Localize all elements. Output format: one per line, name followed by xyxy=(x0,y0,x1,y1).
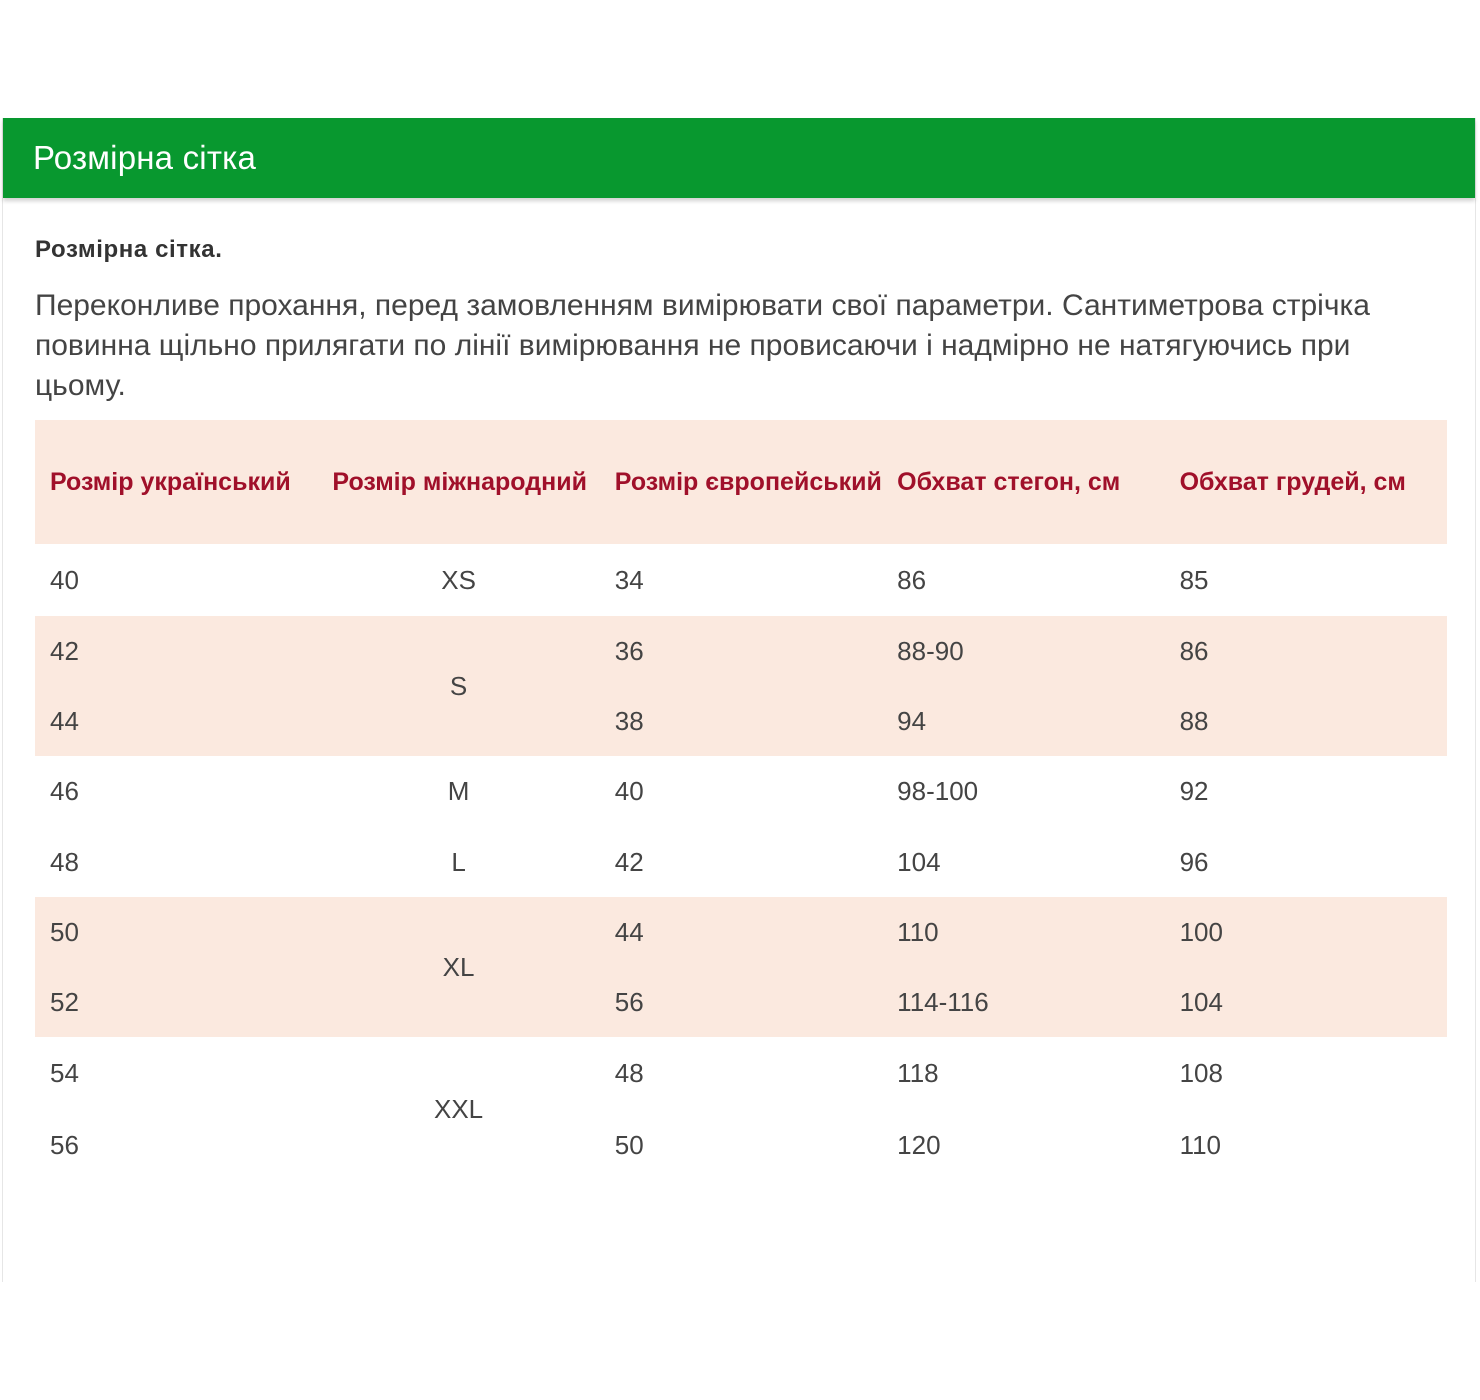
table-row-group xyxy=(35,897,1447,1037)
chest-cell: 108 xyxy=(1179,1057,1223,1088)
table-row xyxy=(35,827,1447,897)
size-table xyxy=(35,420,1447,1181)
ua-size-cell: 48 xyxy=(50,846,79,877)
size-chart-panel xyxy=(2,118,1476,1282)
header-hips: Обхват стегон, см xyxy=(897,468,1121,496)
chest-cell: 96 xyxy=(1179,846,1209,877)
intro-text: Переконливе прохання, перед замовленням вимірювати свої параметри. Сантиметрова стрічка повинна щільно прилягати по лінії вимірювання не провисаючи і надмірно не натягуючись при цьому. xyxy=(35,289,1370,402)
eu-size-cell: 42 xyxy=(614,846,644,877)
hips-cell: 88-90 xyxy=(897,635,964,666)
table-row-group xyxy=(35,616,1447,756)
header-ua-size: Розмір український xyxy=(50,468,291,496)
hips-cell: 114-116 xyxy=(897,986,989,1017)
eu-size-cell: 38 xyxy=(614,705,644,736)
ua-size-cell: 40 xyxy=(50,564,79,595)
table-row-group xyxy=(35,1037,1447,1181)
hips-cell: 98-100 xyxy=(897,776,979,806)
eu-size-cell: 40 xyxy=(614,776,644,806)
eu-size-cell: 36 xyxy=(614,635,644,666)
ua-size-cell: 52 xyxy=(50,986,79,1017)
ua-size-cell: 54 xyxy=(50,1057,79,1088)
chest-cell: 85 xyxy=(1179,564,1209,595)
ua-size-cell: 44 xyxy=(50,705,79,736)
table-row xyxy=(35,544,1447,616)
intl-size-cell: XL xyxy=(442,951,475,982)
table-header-row xyxy=(35,420,1447,544)
chest-cell: 104 xyxy=(1179,986,1223,1017)
hips-cell: 120 xyxy=(897,1129,941,1160)
ua-size-cell: 46 xyxy=(50,776,79,806)
ua-size-cell: 56 xyxy=(50,1129,79,1160)
header-eu-size: Розмір європейський xyxy=(614,468,882,496)
hips-cell: 104 xyxy=(897,846,941,877)
table-row xyxy=(35,756,1447,827)
header-chest: Обхват грудей, см xyxy=(1179,468,1406,496)
hips-cell: 86 xyxy=(897,564,927,595)
intl-size-cell: L xyxy=(451,846,466,877)
intl-size-cell: XS xyxy=(441,564,476,595)
chest-cell: 110 xyxy=(1179,1129,1222,1160)
eu-size-cell: 50 xyxy=(614,1129,644,1160)
chest-cell: 100 xyxy=(1179,916,1223,947)
eu-size-cell: 56 xyxy=(614,986,644,1017)
panel-header xyxy=(3,118,1475,198)
chest-cell: 92 xyxy=(1179,776,1209,806)
eu-size-cell: 48 xyxy=(614,1057,644,1088)
ua-size-cell: 42 xyxy=(50,635,79,666)
intl-size-cell: M xyxy=(447,776,470,806)
header-intl-size: Розмір міжнародний xyxy=(332,468,587,496)
eu-size-cell: 34 xyxy=(614,564,644,595)
intl-size-cell: XXL xyxy=(434,1093,484,1124)
hips-cell: 118 xyxy=(897,1057,939,1088)
content-subtitle: Розмірна сітка. xyxy=(35,236,223,263)
hips-cell: 110 xyxy=(897,916,939,947)
hips-cell: 94 xyxy=(897,705,927,736)
chest-cell: 88 xyxy=(1179,705,1209,736)
intl-size-cell: S xyxy=(449,670,468,701)
eu-size-cell: 44 xyxy=(614,916,644,947)
chest-cell: 86 xyxy=(1179,635,1209,666)
panel-title: Розмірна сітка xyxy=(33,139,257,176)
ua-size-cell: 50 xyxy=(50,916,79,947)
